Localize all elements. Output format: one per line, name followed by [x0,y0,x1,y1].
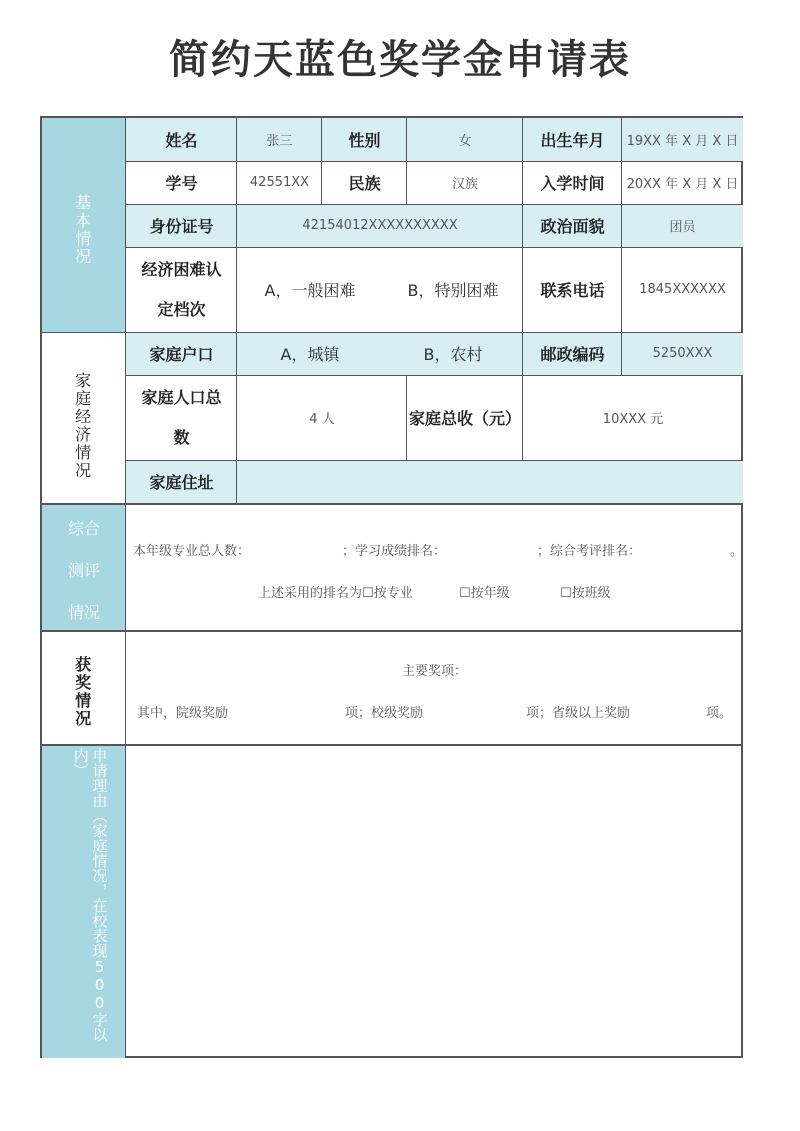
enroll-value: 20XX 年 X 月 X 日 [626,177,739,192]
divider [406,375,407,460]
hardship-label-line1: 经济困难认 [141,259,222,279]
eval-end-mark: 。 [730,544,744,559]
enroll-label: 入学时间 [540,174,605,193]
reason-content-area[interactable] [126,744,743,1058]
hardship-label [126,247,237,332]
gender-value: 女 [407,118,523,161]
divider [126,460,743,461]
divider [126,247,743,248]
population-value: 4 人 [309,412,335,427]
phone-value: 1845XXXXXX [639,282,726,297]
awards-main-label: 主要奖项： [402,664,468,679]
student-id-value: 42551XX [249,175,310,190]
divider [42,332,743,333]
address-value [237,460,743,503]
divider [126,161,743,162]
divider [125,118,126,1058]
divider [522,118,523,460]
awards-province-level: 项；省级以上奖励 [526,706,631,721]
political-value: 团员 [622,204,743,247]
section-family-label: 家庭经济情况 [72,372,92,480]
ethnicity-value: 汉族 [451,177,478,192]
section-basic-label: 基本情况 [72,194,92,266]
population-label-line1: 家庭人口总 [141,387,222,407]
awards-school-level: 项；校级奖励 [345,706,424,721]
birth-value: 19XX 年 X 月 X 日 [622,118,743,161]
eval-by-grade: ☐按年级 [459,586,510,601]
registry-option-a: A，城镇 [237,332,383,375]
postal-value: 5250XXX [622,332,743,375]
registry-option-b: B，农村 [383,332,523,375]
section-evaluation-label-2: 测评 [67,561,100,580]
population-label-line2: 数 [173,427,190,447]
divider [42,630,743,632]
birth-label: 出生年月 [523,118,622,161]
eval-ranking-basis: 上述采用的排名为☐按专业 [258,586,413,601]
divider [42,503,743,505]
hardship-option-a: A，一般困难 [264,281,356,300]
registry-label: 家庭户口 [126,332,237,375]
ethnicity-label: 民族 [348,174,381,193]
phone-label: 联系电话 [540,281,605,300]
name-label: 姓名 [126,118,237,161]
population-label [126,375,237,460]
application-form [40,116,743,1058]
income-label: 家庭总收（元） [408,409,521,428]
section-awards-label: 获奖情况 [72,656,92,728]
divider [126,204,743,205]
eval-total-label: 本年级专业总人数： [133,544,251,559]
section-evaluation-label-1: 综合 [67,519,100,538]
page-title: 简约天蓝色奖学金申请表 [169,37,631,83]
divider [42,744,743,746]
eval-overall-rank-label: ；综合考评排名： [537,544,642,559]
postal-label: 邮政编码 [523,332,622,375]
id-number-value: 42154012XXXXXXXXXX [237,204,523,247]
gender-label: 性别 [322,118,407,161]
hardship-option-b: B，特别困难 [407,281,499,300]
eval-study-rank-label: ；学习成绩排名： [342,544,447,559]
id-number-label: 身份证号 [126,204,237,247]
political-label: 政治面貌 [523,204,622,247]
section-evaluation-label-3: 情况 [67,603,100,622]
divider [236,118,237,503]
name-value: 张三 [237,118,322,161]
student-id-label: 学号 [165,174,198,193]
eval-by-class: ☐按班级 [560,586,611,601]
section-reason-label: 申请理由（家庭情况，在校表现500字以内） [71,748,109,1042]
hardship-label-line2: 定档次 [157,299,206,319]
divider [126,375,743,376]
address-label: 家庭住址 [126,460,237,503]
awards-college-level: 其中，院级奖励 [137,706,229,721]
awards-end-unit: 项。 [706,706,733,721]
income-value: 10XXX 元 [602,412,664,427]
